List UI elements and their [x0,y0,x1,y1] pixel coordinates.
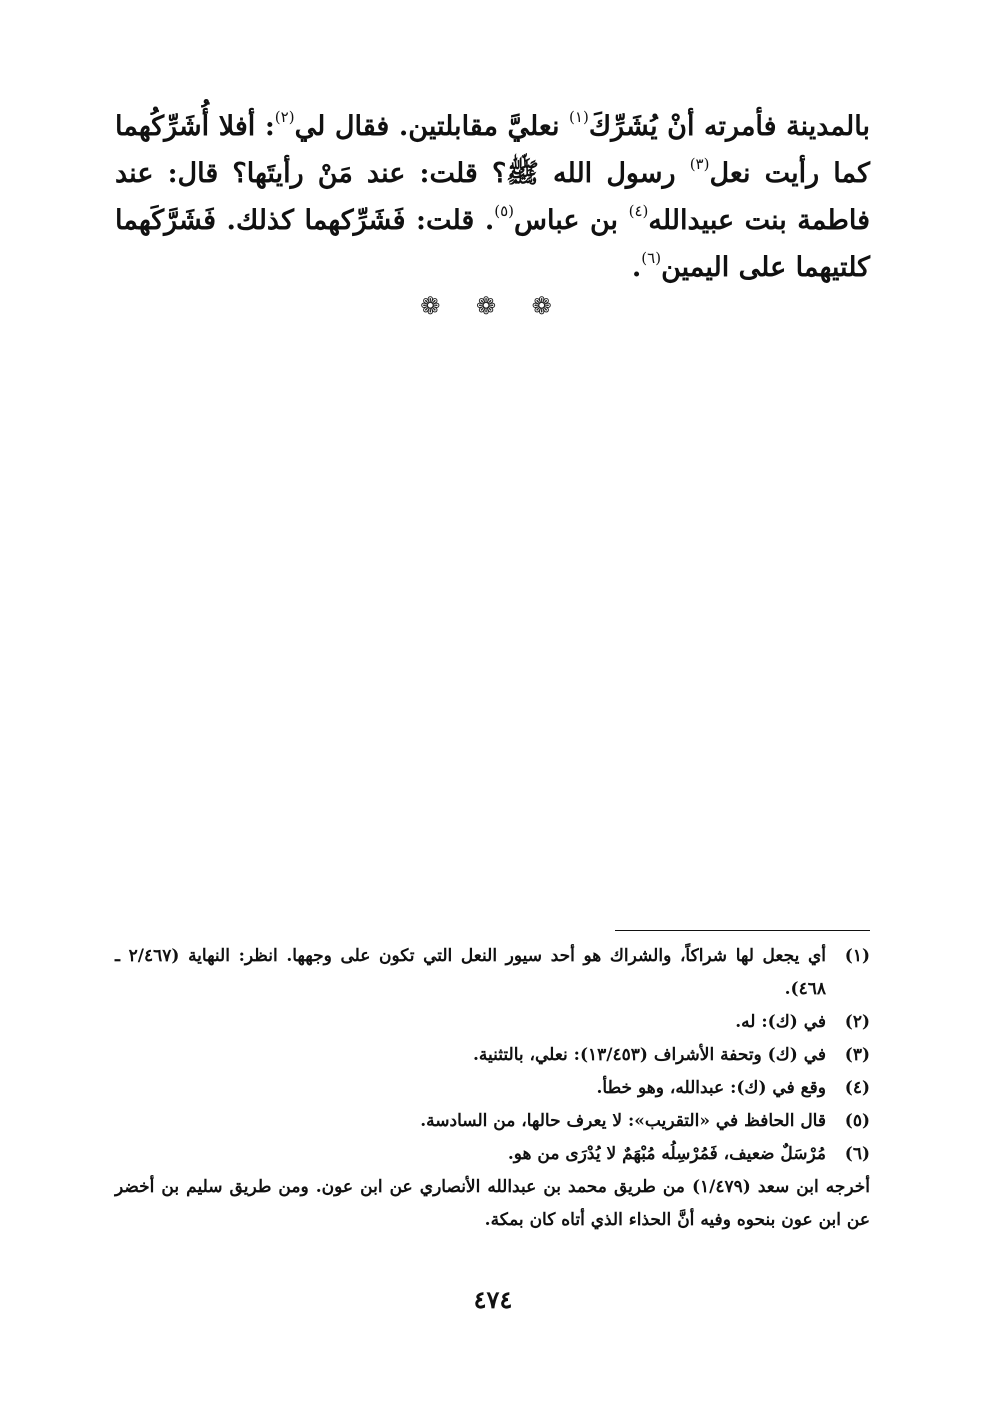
main-paragraph [115,103,870,291]
footnote-text: أخرجه ابن سعد (١/٤٧٩) من طريق محمد بن عبدالله الأنصاري عن ابن عون. ومن طريق سليم بن أخضر عن ابن عون بنحوه وفيه أنَّ الحذاء الذي أتاه كان بمكة. [115,1177,870,1230]
footnote-ref-1[interactable]: (١) [569,108,589,126]
footnote-text: في (ك): له. [735,1012,826,1032]
footnote-ref-5[interactable]: (٥) [494,202,515,220]
footnote-number: (٤) [844,1078,870,1098]
footnote-text: في (ك) وتحفة الأشراف (١٣/٤٥٣): نعلي، بالتثنية. [472,1045,826,1065]
footnote-3 [115,1039,870,1072]
footnote-6-continuation [115,1171,870,1237]
footnote-1 [115,940,870,1006]
text-segment: : أفلا أُشَرِّكُهما كما رأيت نعل [115,111,870,189]
footnote-5 [115,1105,870,1138]
footnote-number: (٥) [844,1111,870,1131]
text-segment: . [631,252,642,283]
footnote-6 [115,1138,870,1171]
text-segment: . قلت: فَشَرِّكهما كذلك. فَشَرَّكَهما كلتيهما على اليمين [115,205,870,283]
text-segment: بالمدينة فأمرته أنْ يُشَرِّكَ [588,111,870,142]
footnotes [115,940,870,1237]
footnote-number: (٢) [844,1012,870,1032]
footnote-ref-4[interactable]: (٤) [628,202,649,220]
footnote-number: (٦) [844,1144,870,1164]
footnote-text: أي يجعل لها شراكاً، والشراك هو أحد سيور النعل التي تكون على وجهها. انظر: النهاية (٢/٤٦٧ ـ ٤٦٨). [115,946,827,999]
text-segment: رسول الله ﷺ؟ قلت: عند مَنْ رأيتَها؟ قال: عند فاطمة بنت عبيدالله [115,158,870,236]
page-number: ٤٧٤ [473,1285,513,1314]
section-ornament: ❁ ❁ ❁ [420,292,566,320]
footnote-separator [615,930,870,931]
footnote-text: قال الحافظ في «التقريب»: لا يعرف حالها، من السادسة. [420,1111,826,1131]
footnote-4 [115,1072,870,1105]
text-segment: بن عباس [514,205,629,236]
footnote-number: (٣) [844,1045,870,1065]
text-segment: نعليَّ مقابلتين. فقال لي [294,111,570,142]
main-text [115,103,870,291]
footnote-2 [115,1006,870,1039]
footnote-text: وقع في (ك): عبدالله، وهو خطأ. [596,1078,826,1098]
footnote-ref-6[interactable]: (٦) [641,249,662,267]
footnote-ref-3[interactable]: (٣) [689,155,710,173]
footnote-number: (١) [844,946,870,966]
footnote-ref-2[interactable]: (٢) [274,108,295,126]
footnote-text: مُرْسَلٌ ضعيف، فَمُرْسِلُه مُبْهَمٌ لا يُدْرَى من هو. [507,1144,826,1164]
